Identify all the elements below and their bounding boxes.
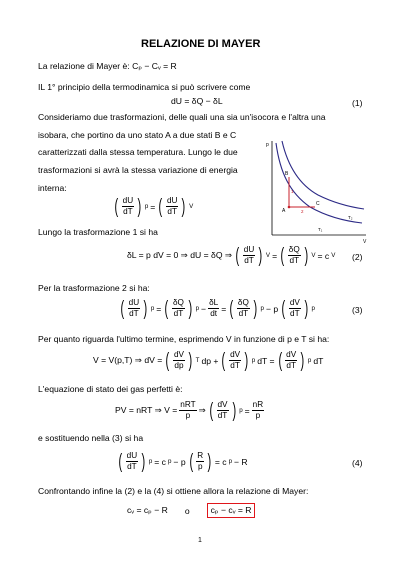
- comparing-text: Confrontando infine la (2) e la (4) si ottiene allora la relazione di Mayer:: [38, 486, 309, 496]
- equal-derivatives-equation: ( $\frac{dU}{dT}$ ) p = ( $\frac{dU}{dT}$ ) V: [114, 195, 194, 218]
- intro-text: La relazione di Mayer è:: [38, 61, 130, 71]
- label-2: 2: [301, 209, 304, 214]
- mayer-relation-box: cₚ − cᵥ = R: [207, 503, 256, 518]
- equation-4: ( $\frac{dU}{dT}$ ) p = c p − p ( $\frac{R}{p}$ ) = c p − R: [118, 450, 248, 473]
- page-title: RELAZIONE DI MAYER: [141, 38, 261, 50]
- equation-number-1: (1): [352, 98, 363, 108]
- equation-number-4: (4): [352, 458, 363, 468]
- paragraph-line-1: Consideriamo due trasformazioni, delle quali una sia un'isocora e l'altra una: [38, 112, 326, 122]
- volume-differential-equation: V = V(p,T) ⇒ dV = ( $\frac{dV}{dp}$ ) T dp + ( $\frac{dV}{dT}$ ) p dT = ( $\frac{dV}{dT}$ ) p dT: [93, 349, 324, 372]
- equation-3: ( $\frac{dU}{dT}$ ) p = ( $\frac{\delta Q}{dT}$ ) p − $\frac{\delta L}{dt}$ = ( $\frac{\delta Q}{dT}$ ) p − p ( $\frac{dV}{dT}$ ) p: [120, 297, 315, 320]
- point-a: [288, 206, 291, 209]
- label-t1: T₂: [348, 215, 353, 220]
- page-number: 1: [198, 537, 202, 544]
- equation-2: δL = p dV = 0 ⇒ dU = δQ ⇒ ( $\frac{dU}{dT}$ ) V = ( $\frac{\delta Q}{dT}$ ) V = c V: [127, 244, 336, 267]
- equation-number-2: (2): [352, 252, 363, 262]
- p-axis-label: p: [266, 142, 269, 148]
- state-equation: PV = nRT ⇒ V = $\frac{\text{nRT}}{p}$ ⇒ ( $\frac{dV}{dT}$ ) p = $\frac{nR}{p}$: [115, 399, 264, 422]
- transformation-2-text: Per la trasformazione 2 si ha:: [38, 283, 150, 293]
- label-b: B: [285, 171, 289, 177]
- intro-line: [38, 58, 177, 75]
- transformation-1-text: Lungo la trasformazione 1 si ha: [38, 227, 158, 237]
- label-a: A: [282, 208, 286, 214]
- isotherm-curve-t2: [282, 141, 364, 209]
- substituting-text: e sostituendo nella (3) si ha: [38, 433, 144, 443]
- paragraph-line-2: isobara, che portino da uno stato A a due stati B e C: [38, 130, 237, 140]
- paragraph-line-3: caratterizzati dalla stessa temperatura. Lungo le due: [38, 147, 238, 157]
- label-t2: T₁: [318, 227, 323, 232]
- paragraph-line-5: interna:: [38, 183, 67, 193]
- label-c: C: [316, 201, 320, 207]
- equation-number-3: (3): [352, 305, 363, 315]
- label-1: 1: [291, 189, 294, 194]
- last-term-text: Per quanto riguarda l'ultimo termine, esprimendo V in funzione di p e T si ha:: [38, 334, 330, 344]
- state-equation-text: L'equazione di stato dei gas perfetti è:: [38, 384, 183, 394]
- final-or: o: [184, 505, 190, 516]
- paragraph-line-4: trasformazioni si avrà la stessa variazione di energia: [38, 165, 238, 175]
- final-left: cᵥ = cₚ − R: [127, 505, 168, 515]
- final-equation: [126, 503, 256, 518]
- pv-diagram: [262, 135, 372, 250]
- mayer-equation: Cₚ − Cᵥ = R: [132, 61, 177, 71]
- first-law-equation: dU = δQ − δL: [171, 96, 223, 106]
- v-axis-label: V: [363, 239, 367, 245]
- first-law-text: IL 1° principio della termodinamica si può scrivere come: [38, 82, 251, 92]
